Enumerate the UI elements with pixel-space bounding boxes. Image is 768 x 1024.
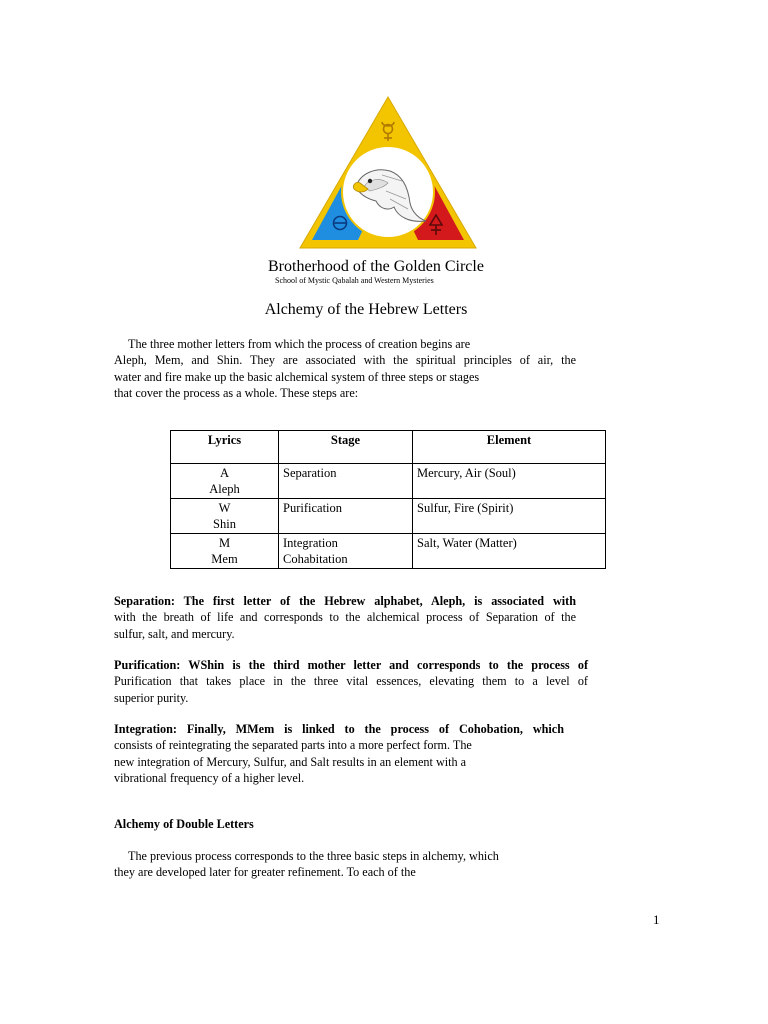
letter-cell: M Mem [171, 534, 279, 569]
intro-line: Aleph, Mem, and Shin. They are associated with the spiritual principles of air, the [114, 353, 576, 368]
purification-line: superior purity. [114, 690, 189, 705]
letters-table [170, 430, 606, 569]
page-number: 1 [653, 912, 660, 927]
separation-paragraph [114, 593, 576, 642]
header-stage: Stage [279, 431, 413, 464]
separation-line: with the breath of life and corresponds to the alchemical process of Separation of the [114, 610, 576, 625]
double-letters-line: The previous process corresponds to the three basic steps in alchemy, which [128, 849, 499, 863]
table-row [171, 534, 606, 569]
stage-cell: Purification [279, 499, 413, 534]
double-letters-heading: Alchemy of Double Letters [114, 817, 254, 831]
element-cell: Salt, Water (Matter) [413, 534, 606, 569]
org-subtitle: School of Mystic Qabalah and Western Mysteries [275, 276, 434, 285]
header-element: Element [413, 431, 606, 464]
integration-line: consists of reintegrating the separated parts into a more perfect form. The [114, 738, 472, 753]
brotherhood-logo [298, 95, 478, 250]
double-letters-line: they are developed later for greater refinement. To each of the [114, 865, 416, 880]
element-cell: Sulfur, Fire (Spirit) [413, 499, 606, 534]
separation-lead: Separation: The first letter of the Hebrew alphabet, Aleph, is associated with [114, 594, 576, 608]
table-row [171, 464, 606, 499]
document-title: Alchemy of the Hebrew Letters [264, 301, 468, 318]
integration-line: vibrational frequency of a higher level. [114, 771, 305, 786]
integration-lead: Integration: Finally, MMem is linked to the process of Cohobation, which [114, 722, 564, 736]
purification-paragraph [114, 657, 588, 706]
table-row [171, 499, 606, 534]
stage-cell: Separation [279, 464, 413, 499]
integration-paragraph [114, 721, 564, 787]
purification-lead: Purification: WShin is the third mother letter and corresponds to the process of [114, 658, 588, 672]
intro-paragraph [114, 336, 576, 402]
header-lyrics: Lyrics [171, 431, 279, 464]
letter-cell: A Aleph [171, 464, 279, 499]
letter-cell: W Shin [171, 499, 279, 534]
element-cell: Mercury, Air (Soul) [413, 464, 606, 499]
intro-line: water and fire make up the basic alchemical system of three steps or stages [114, 369, 480, 384]
intro-line: The three mother letters from which the process of creation begins are [128, 337, 471, 351]
table-header-row [171, 431, 606, 464]
intro-line: that cover the process as a whole. These steps are: [114, 386, 359, 401]
org-name: Brotherhood of the Golden Circle [268, 258, 484, 275]
integration-line: new integration of Mercury, Sulfur, and Salt results in an element with a [114, 754, 467, 769]
double-letters-paragraph [114, 848, 576, 881]
stage-cell: Integration Cohabitation [279, 534, 413, 569]
separation-line: sulfur, salt, and mercury. [114, 626, 235, 641]
purification-line: Purification that takes place in the three vital essences, elevating them to a level of [114, 674, 588, 689]
